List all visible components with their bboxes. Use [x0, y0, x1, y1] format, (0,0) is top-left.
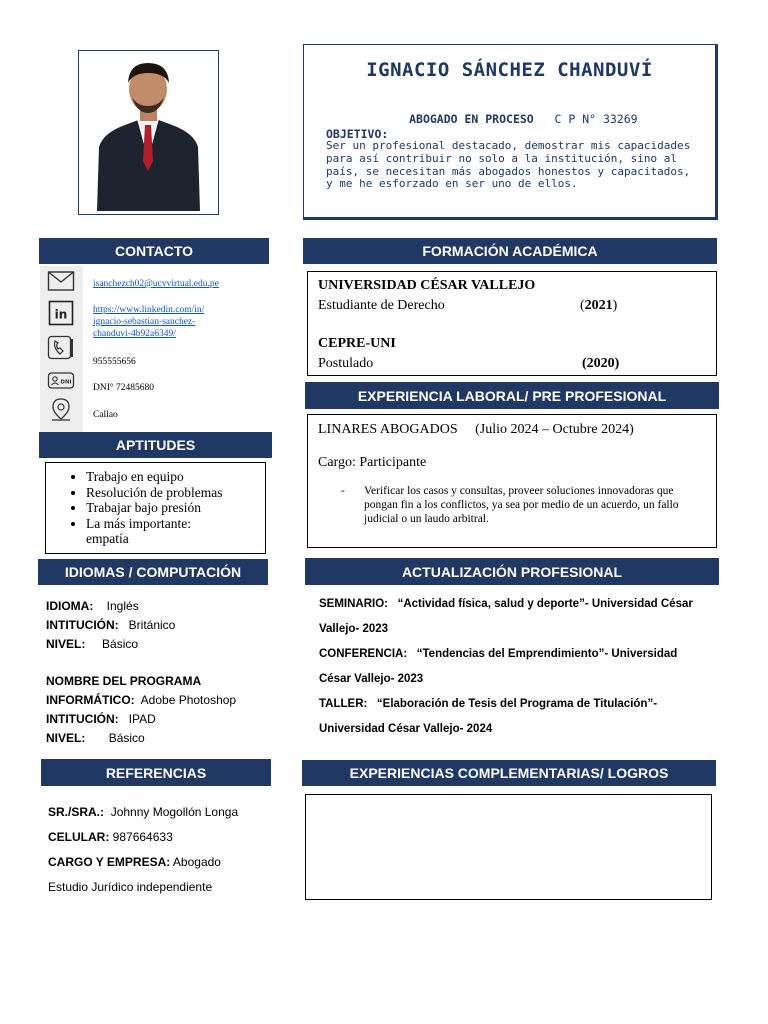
- email-link[interactable]: isanchezch02@ucvvirtual.edu.pe: [93, 279, 219, 289]
- complementarias-heading: EXPERIENCIAS COMPLEMENTARIAS/ LOGROS: [302, 760, 716, 786]
- aptitude-item-text: empatía: [86, 531, 129, 546]
- experiencia-bullet-text: Verificar los casos y consultas, proveer soluciones innovadoras que pongan fin a los conflictos, ya sea por medio de un acuerdo, un fallo judicial o un laudo arbitral.: [364, 485, 679, 526]
- header-box: [303, 44, 718, 220]
- person-photo: [79, 51, 218, 214]
- nivel-row: [46, 635, 271, 654]
- cargo-row: [48, 850, 273, 875]
- aptitude-item: • Trabajar bajo presión: [86, 500, 265, 516]
- cargo-label: CARGO Y EMPRESA:: [48, 855, 171, 869]
- bullet-dash: -: [341, 485, 345, 497]
- cpn: C P N° 33269: [554, 112, 638, 126]
- location-pin-icon: [47, 397, 75, 423]
- uni1-year: 2021: [584, 297, 613, 313]
- uni1-year-wrap: (2021): [580, 297, 618, 313]
- conferencia-line: CONFERENCIA: “Tendencias del Emprendimiento”- Universidad: [319, 648, 678, 660]
- uni2-row: [318, 354, 716, 374]
- nivel2-value: Básico: [108, 731, 145, 745]
- linkedin-link-line3[interactable]: chanduvi-4b92a6349/: [93, 329, 176, 339]
- aptitude-item-text: La más importante:: [86, 515, 191, 531]
- contact-phone: 955555656: [93, 357, 136, 367]
- sr-row: [48, 800, 273, 825]
- contact-location: Callao: [93, 410, 118, 420]
- profession: ABOGADO EN PROCESO: [409, 112, 534, 126]
- nivel-value: Básico: [102, 637, 139, 651]
- idioma-label: IDIOMA:: [46, 599, 94, 613]
- sr-value: Johnny Mogollón Longa: [110, 805, 239, 819]
- programa-row: [46, 672, 271, 691]
- referencias-heading: REFERENCIAS: [41, 759, 271, 786]
- intitucion2-value: IPAD: [128, 712, 156, 726]
- informatico-row: [46, 691, 271, 710]
- experiencia-bullet: [318, 484, 716, 527]
- idiomas-heading: IDIOMAS / COMPUTACIÓN: [38, 559, 268, 585]
- celular-value: 987664633: [112, 830, 173, 844]
- objective-text: Ser un profesional destacado, demostrar mis capacidades para así contribuir no solo a la institución, sino al país, se necesitan más abogados honestos y capacitados, y me he esforzado en ser uno de ellos.: [326, 139, 691, 191]
- referencias-details: [48, 800, 273, 900]
- phone-icon: [47, 335, 75, 361]
- intitucion2-row: [46, 710, 271, 729]
- uni2-year-wrap: (2020): [582, 355, 620, 371]
- aptitude-item: [86, 516, 265, 547]
- nivel2-label: NIVEL:: [46, 731, 86, 745]
- id-card-icon: [47, 368, 75, 394]
- uni1-name: UNIVERSIDAD CÉSAR VALLEJO: [318, 278, 536, 293]
- sr-label: SR./SRA.:: [48, 805, 105, 819]
- uni1-row: [318, 296, 716, 316]
- idioma-row: [46, 597, 271, 616]
- contact-heading: CONTACTO: [39, 238, 269, 264]
- linkedin-icon: [47, 300, 75, 326]
- uni1-role: Estudiante de Derecho: [318, 297, 445, 313]
- nivel2-row: [46, 729, 271, 748]
- id-card-icon-label: DNI: [60, 379, 72, 386]
- linkedin-link-line1[interactable]: https://www.linkedin.com/in/: [93, 305, 205, 315]
- contact-dni: DNI° 72485680: [93, 383, 155, 393]
- experiencia-period: (Julio 2024 – Octubre 2024): [475, 422, 634, 437]
- name-title: IGNACIO SÁNCHEZ CHANDUVÍ: [366, 59, 653, 81]
- taller-line: TALLER: “Elaboración de Tesis del Programa de Titulación”-: [319, 698, 658, 710]
- informatico-label: INFORMÁTICO:: [46, 693, 135, 707]
- uni2-year: 2020: [586, 355, 615, 371]
- idioma-value: Inglés: [106, 599, 139, 613]
- intitucion2-label: INTITUCIÓN:: [46, 712, 119, 726]
- celular-label: CELULAR:: [48, 830, 110, 844]
- formacion-box: [307, 271, 717, 376]
- idiomas-details: [46, 597, 271, 748]
- intitucion-label: INTITUCIÓN:: [46, 618, 119, 632]
- formacion-heading: FORMACIÓN ACADÉMICA: [303, 238, 717, 264]
- aptitude-item: • Trabajo en equipo: [86, 469, 265, 485]
- celular-row: [48, 825, 273, 850]
- seminario-line2: Vallejo- 2023: [319, 623, 389, 635]
- intitucion-value: Británico: [128, 618, 176, 632]
- intitucion-row: [46, 616, 271, 635]
- actualizacion-list: [319, 592, 719, 742]
- experiencia-cargo: Cargo: Participante: [318, 455, 427, 470]
- aptitudes-box: [45, 462, 266, 554]
- uni2-name: CEPRE-UNI: [318, 336, 396, 351]
- svg-text:in: in: [54, 307, 68, 322]
- actualizacion-heading: ACTUALIZACIÓN PROFESIONAL: [305, 558, 719, 585]
- programa-label: NOMBRE DEL PROGRAMA: [46, 674, 202, 688]
- mail-icon: [47, 268, 75, 294]
- informatico-value: Adobe Photoshop: [140, 693, 237, 707]
- aptitudes-heading: APTITUDES: [39, 432, 272, 458]
- seminario-line: SEMINARIO: “Actividad física, salud y deporte”- Universidad César: [319, 598, 693, 610]
- objective-label: OBJETIVO:: [326, 127, 389, 141]
- experiencia-company-row: [318, 420, 716, 439]
- cargo-value: Abogado: [172, 855, 221, 869]
- nivel-label: NIVEL:: [46, 637, 86, 651]
- experiencia-company: LINARES ABOGADOS: [318, 422, 458, 437]
- experiencia-heading: EXPERIENCIA LABORAL/ PRE PROFESIONAL: [305, 382, 719, 409]
- experiencia-box: [307, 414, 717, 548]
- profile-photo: [78, 50, 219, 215]
- conferencia-line2: César Vallejo- 2023: [319, 673, 424, 685]
- linkedin-link-line2[interactable]: ignacio-sebastian-sanchez-: [93, 317, 196, 327]
- complementarias-box: [305, 794, 712, 900]
- empresa-row: Estudio Jurídico independiente: [48, 880, 213, 894]
- aptitude-item: • Resolución de problemas: [86, 485, 265, 501]
- contact-email[interactable]: [93, 278, 219, 290]
- taller-line2: Universidad César Vallejo- 2024: [319, 723, 493, 735]
- contact-linkedin[interactable]: [93, 304, 263, 340]
- uni2-role: Postulado: [318, 355, 374, 371]
